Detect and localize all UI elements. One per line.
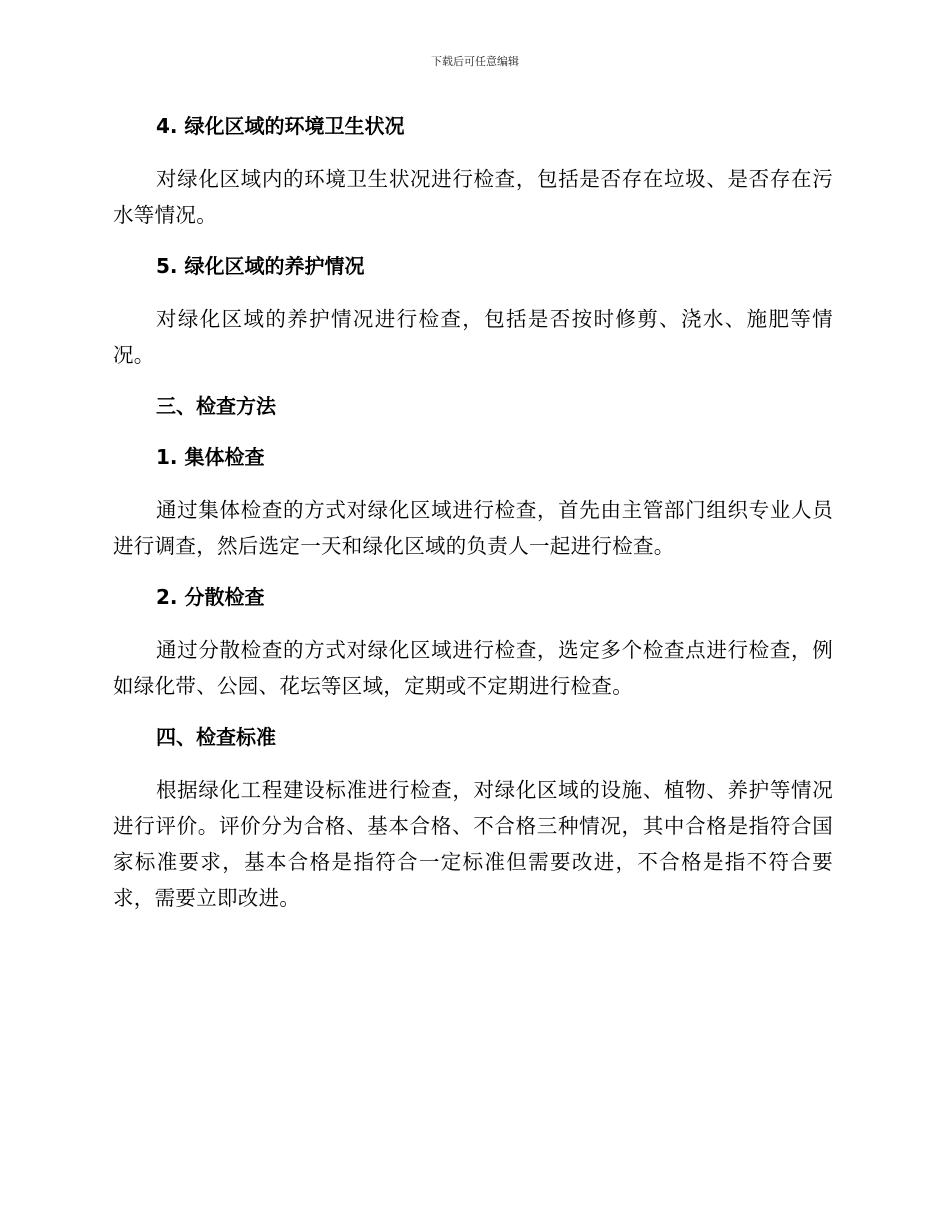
- heading-maintenance: 5. 绿化区域的养护情况: [156, 254, 365, 278]
- heading-environment-hygiene: 4. 绿化区域的环境卫生状况: [156, 114, 405, 138]
- paragraph-scattered-inspection: 通过分散检查的方式对绿化区域进行检查，选定多个检查点进行检查，例如绿化带、公园、花坛等区域，定期或不定期进行检查。: [113, 638, 833, 698]
- paragraph-collective-inspection: 通过集体检查的方式对绿化区域进行检查，首先由主管部门组织专业人员进行调查，然后选定一天和绿化区域的负责人一起进行检查。: [113, 498, 833, 558]
- heading-inspection-standards: 四、检查标准: [156, 725, 276, 749]
- heading-inspection-methods: 三、检查方法: [156, 394, 276, 418]
- page-header: 下载后可任意编辑: [431, 55, 519, 68]
- heading-scattered-inspection: 2. 分散检查: [156, 585, 265, 609]
- paragraph-inspection-standards: 根据绿化工程建设标准进行检查，对绿化区域的设施、植物、养护等情况进行评价。评价分为合格、基本合格、不合格三种情况，其中合格是指符合国家标准要求，基本合格是指符合一定标准但需要改进，不合格是指不符合要求，需要立即改进。: [113, 778, 833, 910]
- paragraph-maintenance: 对绿化区域的养护情况进行检查，包括是否按时修剪、浇水、施肥等情况。: [113, 307, 833, 367]
- heading-collective-inspection: 1. 集体检查: [156, 445, 265, 469]
- document-body: [113, 110, 833, 916]
- paragraph-environment-hygiene: 对绿化区域内的环境卫生状况进行检查，包括是否存在垃圾、是否存在污水等情况。: [113, 167, 833, 227]
